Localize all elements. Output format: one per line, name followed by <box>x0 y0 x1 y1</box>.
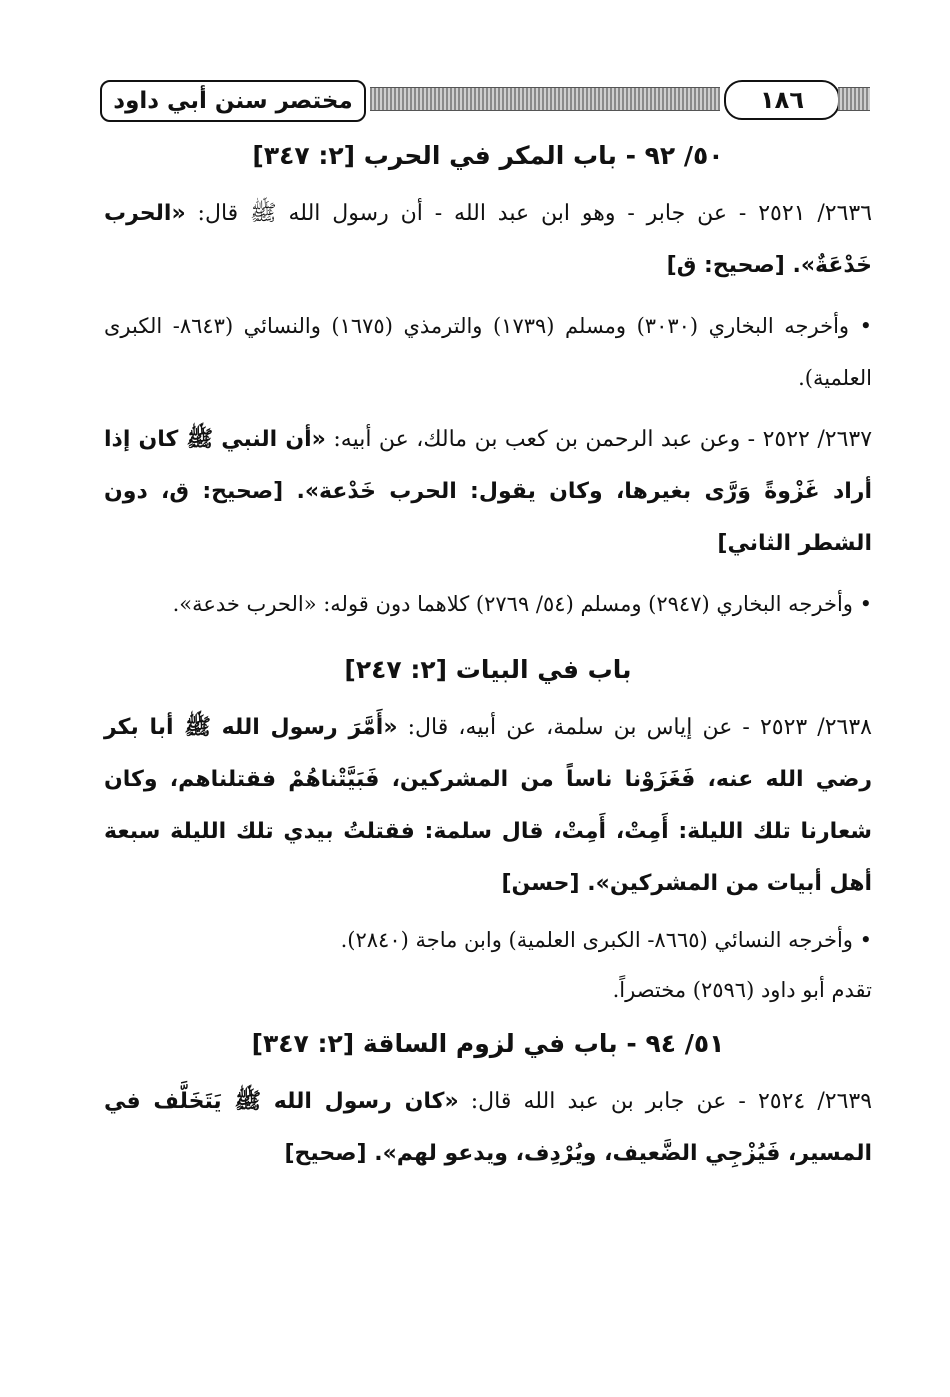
cross-reference-note: تقدم أبو داود (٢٥٩٦) مختصراً. <box>612 978 872 1002</box>
hadith-chain: عن إياس بن سلمة، عن أبيه، قال: <box>397 715 733 740</box>
hadith-text: «أن النبي ﷺ كان إذا أراد غَزْوةً وَرَّى بغيرها، وكان يقول: الحرب خَدْعة». [صحيح: ق، دون الشطر الثاني] <box>104 427 872 556</box>
hadith-chain: عن جابر بن عبد الله قال: <box>458 1089 727 1114</box>
section-heading: ٥٠/ ٩٢ - باب المكر في الحرب [٢: ٣٤٧] <box>252 141 724 170</box>
header-ornament-band <box>370 87 720 111</box>
hadith-number: ٢٦٣٨/ ٢٥٢٣ - <box>732 715 872 740</box>
page-header <box>100 76 870 122</box>
takhrij-note: • وأخرجه البخاري (٢٩٤٧) ومسلم (٥٤/ ٢٧٦٩) كلاهما دون قوله: «الحرب خدعة». <box>172 592 872 616</box>
hadith-text: «الحرب خَدْعَةٌ». [صحيح: ق] <box>104 201 872 278</box>
hadith-number: ٢٦٣٦/ ٢٥٢١ - <box>726 201 873 226</box>
hadith-number: ٢٦٣٩/ ٢٥٢٤ - <box>726 1089 873 1114</box>
hadith-text: «أَمَّرَ رسول الله ﷺ أبا بكر رضي الله عنه، فَغَزَوْنا ناساً من المشركين، فَبَيَّتْناهُمْ فقتلناهم، وكان شعارنا تلك الليلة: أَمِتْ، أَمِتْ، قال سلمة: فقتلتُ بيدي تلك الليلة سبعة أهل أبيات من المشركين». [حسن] <box>104 715 872 896</box>
hadith-chain: وعن عبد الرحمن بن كعب بن مالك، عن أبيه: <box>325 427 741 452</box>
section-heading: ٥١/ ٩٤ - باب في لزوم الساقة [٢: ٣٤٧] <box>251 1029 725 1058</box>
hadith-number: ٢٦٣٧/ ٢٥٢٢ - <box>740 427 873 452</box>
hadith-entry <box>104 414 872 570</box>
hadith-chain: عن جابر - وهو ابن عبد الله - أن رسول الله ﷺ قال: <box>185 201 727 226</box>
main-content <box>104 128 872 1188</box>
hadith-entry <box>104 1076 872 1180</box>
takhrij-note: • وأخرجه النسائي (٨٦٦٥- الكبرى العلمية) وابن ماجة (٢٨٤٠). <box>340 928 872 952</box>
book-title: مختصر سنن أبي داود <box>100 80 366 122</box>
hadith-entry <box>104 702 872 910</box>
header-ornament-cap <box>838 87 870 111</box>
page-number: ١٨٦ <box>724 80 840 120</box>
hadith-text: «كان رسول الله ﷺ يَتَخَلَّف في المسير، فَيُزْجِي الضَّعيف، ويُرْدِف، ويدعو لهم». [صحيح] <box>104 1089 872 1166</box>
hadith-entry <box>104 188 872 292</box>
takhrij-note: • وأخرجه البخاري (٣٠٣٠) ومسلم (١٧٣٩) والترمذي (١٦٧٥) والنسائي (٨٦٤٣- الكبرى العلمية). <box>104 314 872 390</box>
section-heading: باب في البيات [٢: ٢٤٧] <box>344 655 632 684</box>
